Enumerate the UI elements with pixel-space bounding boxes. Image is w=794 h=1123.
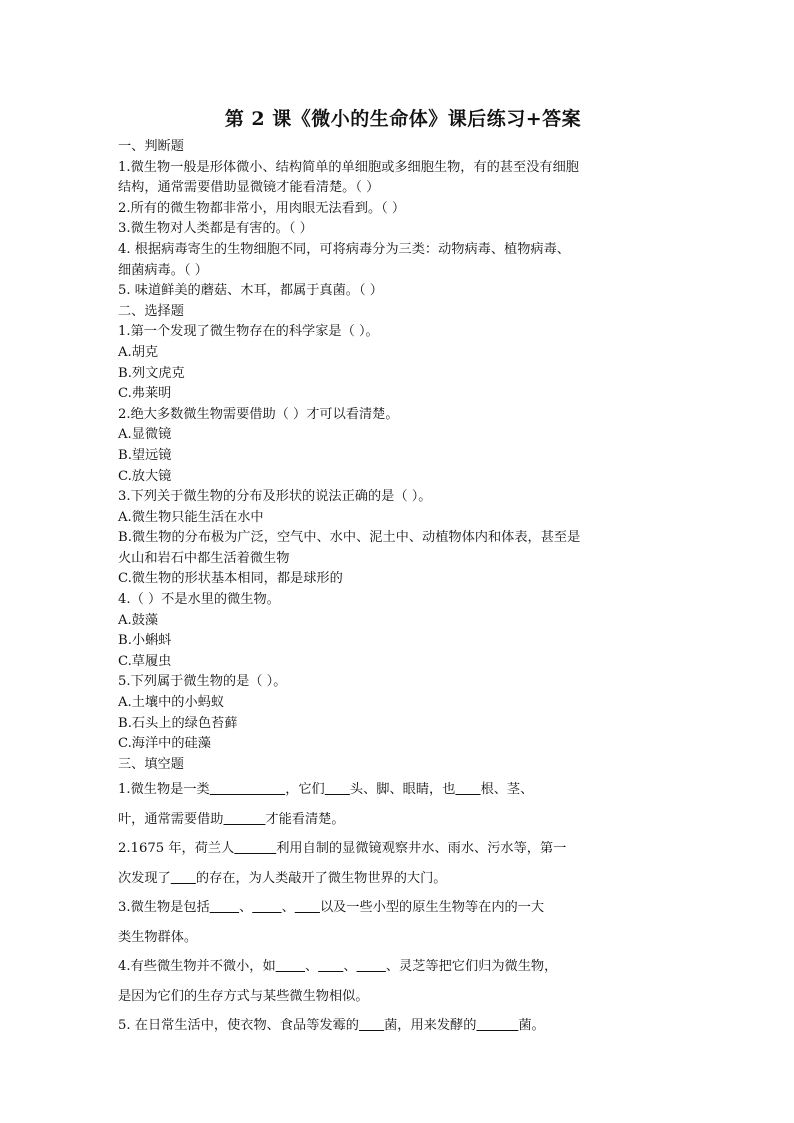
question-line: 4. 根据病毒寄生的生物细胞不同，可将病毒分为三类：动物病毒、植物病毒、 <box>118 241 570 257</box>
option-line: C.弗莱明 <box>118 386 172 402</box>
answer-blank[interactable] <box>476 1018 518 1033</box>
answer-blank[interactable] <box>455 782 480 797</box>
section-true-false <box>118 137 688 302</box>
question-line: 5. 味道鲜美的蘑菇、木耳，都属于真菌。（ ） <box>118 283 383 299</box>
question-line: 3.微生物是包括 、 、 以及一些小型的原生生物等在内的一大 <box>118 900 545 916</box>
question-line: 4.（ ）不是水里的微生物。 <box>118 592 280 608</box>
section-heading: 二、选择题 <box>118 303 184 319</box>
question-line: 叶，通常需要借助 才能看清楚。 <box>118 811 345 827</box>
question-line: 4.有些微生物并不微小，如 、 、 、灵芝等把它们归为微生物， <box>118 959 558 975</box>
option-line: A.土壤中的小蚂蚁 <box>118 695 225 711</box>
answer-blank[interactable] <box>210 900 239 915</box>
question-line: 1.第一个发现了微生物存在的科学家是（ ）。 <box>118 324 379 340</box>
answer-blank[interactable] <box>325 782 350 797</box>
option-line: C.放大镜 <box>118 468 172 484</box>
option-line: B.微生物的分布极为广泛，空气中、水中、泥土中、动植物体内和体表，甚至是 <box>118 530 581 546</box>
question-line: 2.所有的微生物都非常小，用肉眼无法看到。（ ） <box>118 200 406 216</box>
answer-blank[interactable] <box>252 900 281 915</box>
option-line: C.微生物的形状基本相同，都是球形的 <box>118 571 343 587</box>
question-line: 类生物群体。 <box>118 929 198 945</box>
page-title: 第 2 课《微小的生命体》课后练习+答案 <box>224 108 582 130</box>
section-multiple-choice <box>118 302 688 755</box>
option-line: C.海洋中的硅藻 <box>118 736 211 752</box>
question-line: 是因为它们的生存方式与某些微生物相似。 <box>118 988 369 1004</box>
answer-blank[interactable] <box>171 871 196 886</box>
question-line: 5.下列属于微生物的是（ ）。 <box>118 674 287 690</box>
question-line: 次发现了 的存在，为人类敲开了微生物世界的大门。 <box>118 870 447 886</box>
question-line: 3.微生物对人类都是有害的。（ ） <box>118 221 313 237</box>
question-line: 细菌病毒。（ ） <box>118 262 208 278</box>
answer-blank[interactable] <box>357 959 386 974</box>
question-line: 1.微生物一般是形体微小、结构简单的单细胞或多细胞生物，有的甚至没有细胞 <box>118 159 579 175</box>
section-heading: 三、填空题 <box>118 756 184 772</box>
section-fill-in <box>118 755 688 1041</box>
option-line: A.胡克 <box>118 344 159 360</box>
question-line: 1.微生物是一类 ，它们 头、脚、眼睛，也 根、茎、 <box>118 782 534 798</box>
option-line: A.微生物只能生活在水中 <box>118 509 264 525</box>
option-line: B.望远镜 <box>118 447 172 463</box>
answer-blank[interactable] <box>234 841 276 856</box>
question-line: 5. 在日常生活中，使衣物、食品等发霉的 菌，用来发酵的 菌。 <box>118 1018 545 1034</box>
question-line: 3.下列关于微生物的分布及形状的说法正确的是（ ）。 <box>118 489 432 505</box>
section-heading: 一、判断题 <box>118 139 184 154</box>
option-line: B.小蝌蚪 <box>118 633 172 649</box>
answer-blank[interactable] <box>276 959 305 974</box>
question-line: 2.绝大多数微生物需要借助（ ）才可以看清楚。 <box>118 406 399 422</box>
option-line: A.显微镜 <box>118 427 172 443</box>
answer-blank[interactable] <box>210 782 285 797</box>
option-line: C.草履虫 <box>118 653 172 669</box>
option-line: 火山和岩石中都生活着微生物 <box>118 550 290 566</box>
option-line: A.鼓藻 <box>118 612 159 628</box>
option-line: B.石头上的绿色苔藓 <box>118 715 238 731</box>
answer-blank[interactable] <box>224 812 266 827</box>
option-line: B.列文虎克 <box>118 365 185 381</box>
answer-blank[interactable] <box>318 959 343 974</box>
question-line: 结构，通常需要借助显微镜才能看清楚。（ ） <box>118 180 380 196</box>
document-content <box>118 104 688 1041</box>
question-line: 2.1675 年，荷兰人 利用自制的显微镜观察井水、雨水、污水等，第一 <box>118 841 567 857</box>
answer-blank[interactable] <box>295 900 320 915</box>
answer-blank[interactable] <box>359 1018 384 1033</box>
